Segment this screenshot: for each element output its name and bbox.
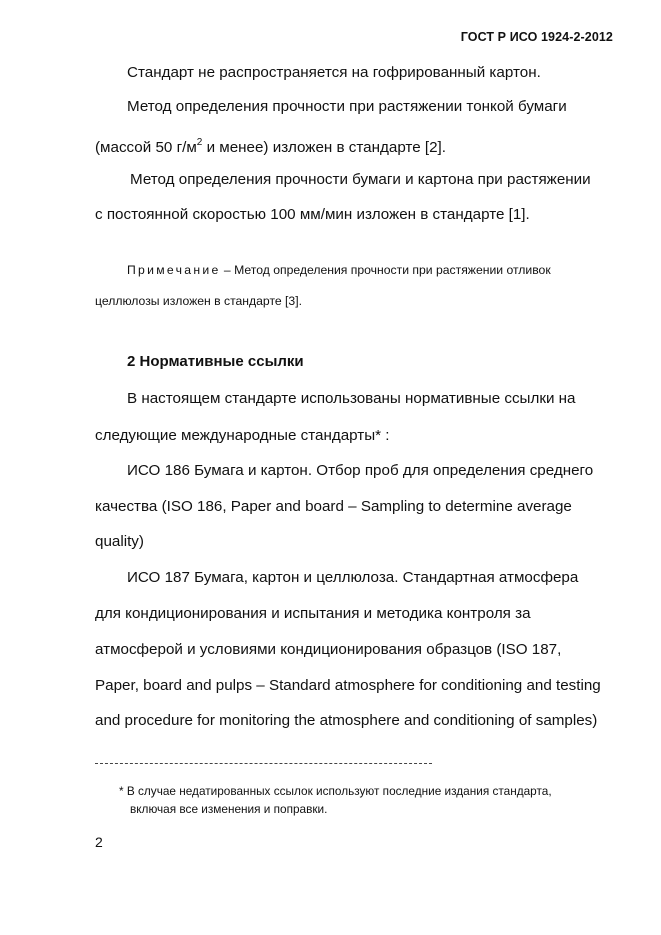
note-line2: целлюлозы изложен в стандарте [3]. bbox=[95, 294, 302, 308]
note-line1 bbox=[127, 263, 551, 278]
mass-text: (массой 50 г/м bbox=[95, 139, 197, 156]
reference-iso187-line1: ИСО 187 Бумага, картон и целлюлоза. Стандартная атмосфера bbox=[127, 569, 579, 586]
paragraph-constant-speed-line1: Метод определения прочности бумаги и картона при растяжении bbox=[130, 171, 591, 188]
mass-text-rest: и менее) изложен в стандарте [2]. bbox=[202, 139, 446, 156]
footnote-separator bbox=[95, 763, 432, 764]
paragraph-scope: Стандарт не распространяется на гофрированный картон. bbox=[127, 64, 541, 81]
paragraph-thin-paper-line2 bbox=[95, 134, 446, 157]
footnote-line1: * В случае недатированных ссылок используют последние издания стандарта, bbox=[119, 784, 552, 798]
note-text: – Метод определения прочности при растяжении отливок bbox=[220, 263, 551, 277]
paragraph-normative-line1: В настоящем стандарте использованы нормативные ссылки на bbox=[127, 390, 576, 407]
reference-iso187-line5: and procedure for monitoring the atmosphere and conditioning of samples) bbox=[95, 712, 598, 729]
paragraph-thin-paper-line1: Метод определения прочности при растяжении тонкой бумаги bbox=[127, 98, 567, 115]
paragraph-constant-speed-line2: с постоянной скоростью 100 мм/мин изложен в стандарте [1]. bbox=[95, 206, 530, 223]
page-number: 2 bbox=[95, 834, 103, 850]
footnote-line2: включая все изменения и поправки. bbox=[130, 802, 328, 816]
paragraph-normative-line2: следующие международные стандарты* : bbox=[95, 427, 390, 444]
reference-iso186-line1: ИСО 186 Бумага и картон. Отбор проб для определения среднего bbox=[127, 462, 594, 479]
section-heading: 2 Нормативные ссылки bbox=[127, 353, 304, 370]
reference-iso187-line3: атмосферой и условиями кондиционирования образцов (ISO 187, bbox=[95, 641, 562, 658]
note-label: Примечание bbox=[127, 263, 221, 277]
superscript-two: 2 bbox=[196, 137, 203, 148]
reference-iso186-line2: качества (ISO 186, Paper and board – Sampling to determine average bbox=[95, 498, 572, 515]
reference-iso186-line3: quality) bbox=[95, 533, 144, 550]
document-id-header: ГОСТ Р ИСО 1924-2-2012 bbox=[460, 30, 613, 44]
reference-iso187-line2: для кондиционирования и испытания и методика контроля за bbox=[95, 605, 531, 622]
reference-iso187-line4: Paper, board and pulps – Standard atmosphere for conditioning and testing bbox=[95, 677, 601, 694]
